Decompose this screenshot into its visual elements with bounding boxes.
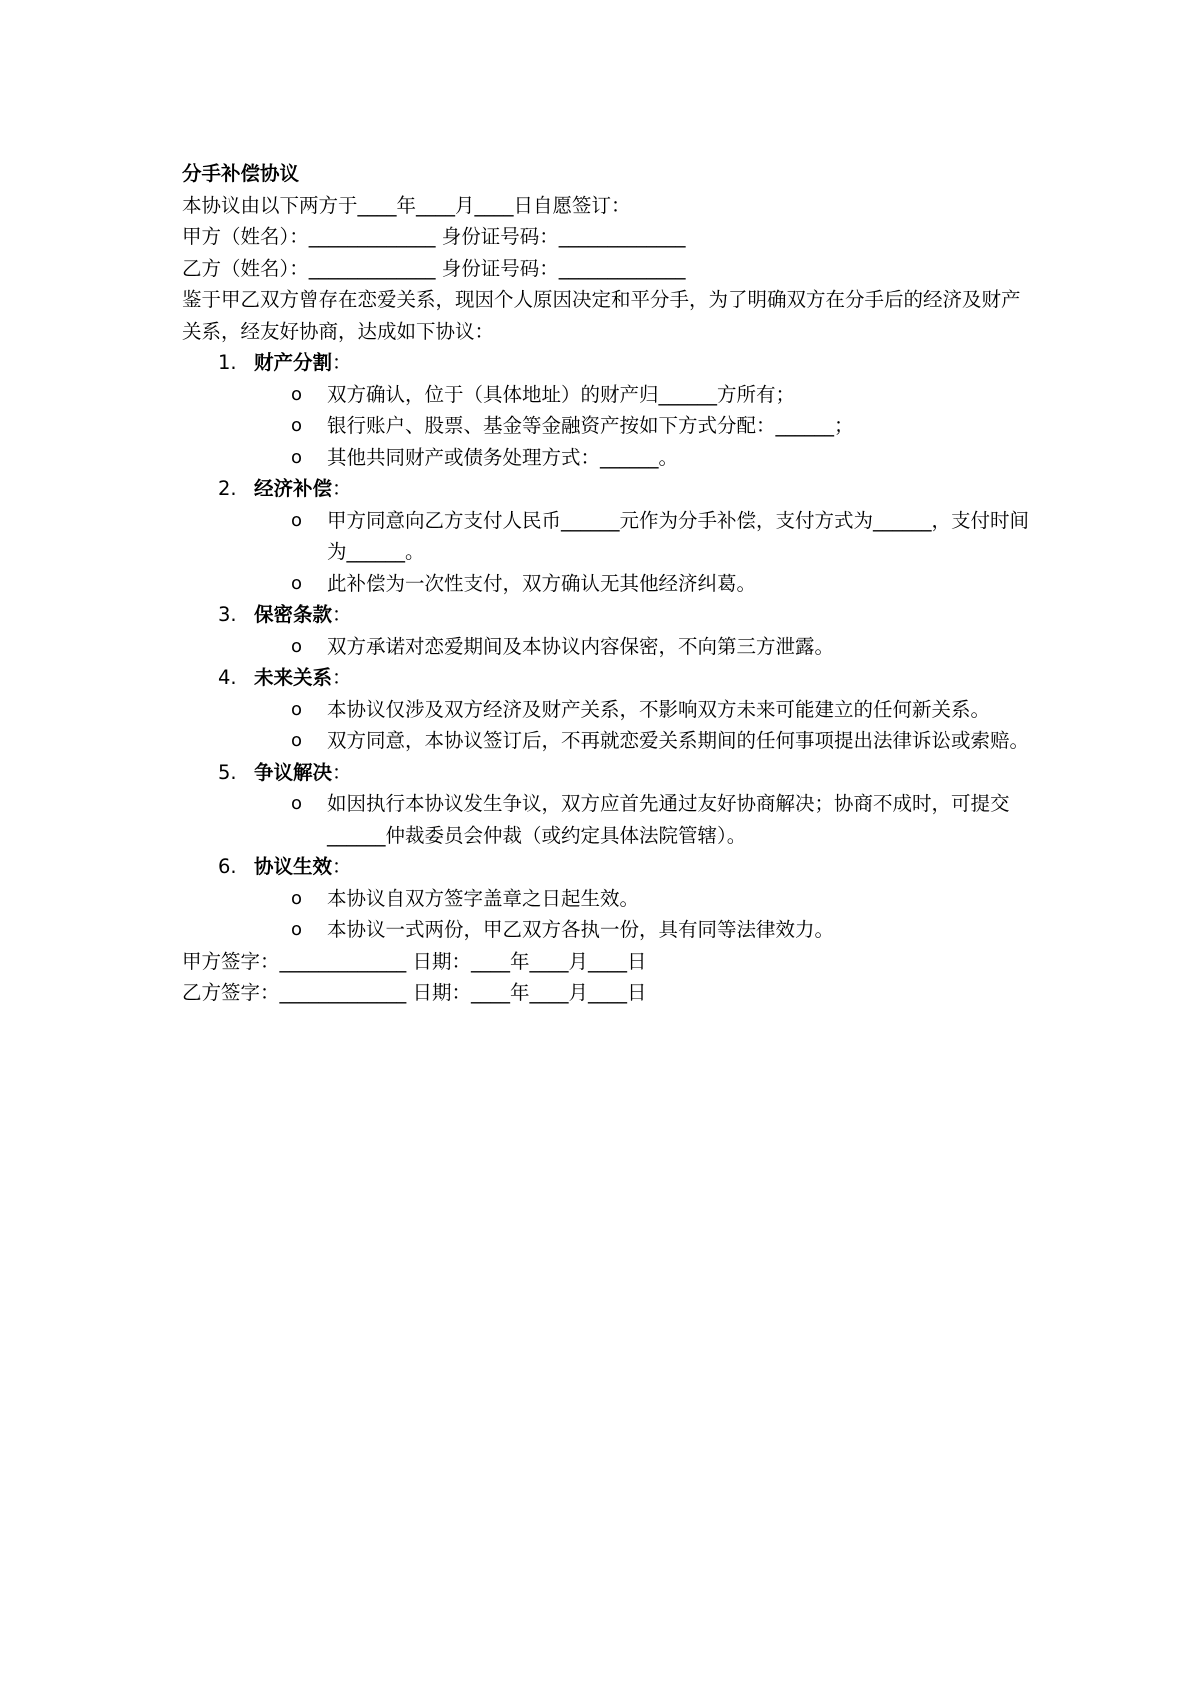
section-confidentiality bbox=[182, 599, 1032, 662]
section-colon: ： bbox=[332, 855, 352, 878]
section-effectiveness bbox=[182, 851, 1032, 946]
bullet-icon: o bbox=[291, 446, 303, 468]
list-item bbox=[182, 914, 1032, 946]
list-item-text: 本协议一式两份，甲乙双方各执一份，具有同等法律效力。 bbox=[327, 918, 835, 941]
bullet-icon: o bbox=[291, 415, 303, 436]
list-item bbox=[182, 694, 1032, 726]
section-colon: ： bbox=[332, 603, 352, 626]
bullet-icon: o bbox=[291, 887, 303, 909]
list-item-text: 其他共同财产或债务处理方式：______。 bbox=[327, 445, 679, 469]
section-number: 1. bbox=[218, 351, 237, 374]
bullet-icon: o bbox=[291, 635, 303, 657]
document-page bbox=[182, 158, 1032, 1009]
list-item-text: 本协议自双方签字盖章之日起生效。 bbox=[327, 886, 640, 910]
section-colon: ： bbox=[332, 760, 352, 784]
list-item bbox=[182, 568, 1032, 600]
list-item-text: 银行账户、股票、基金等金融资产按如下方式分配：______； bbox=[327, 414, 854, 437]
sections-list bbox=[182, 347, 1032, 946]
section-number: 2. bbox=[218, 477, 237, 500]
list-item bbox=[182, 410, 1032, 442]
section-property-division bbox=[182, 347, 1032, 473]
list-item bbox=[182, 725, 1032, 757]
bullet-icon: o bbox=[291, 509, 303, 531]
section-colon: ： bbox=[332, 666, 352, 689]
section-colon: ： bbox=[332, 477, 352, 500]
section-compensation bbox=[182, 473, 1032, 599]
document-title: 分手补偿协议 bbox=[182, 162, 300, 185]
section-heading: 经济补偿 bbox=[254, 477, 333, 500]
section-number: 6. bbox=[218, 855, 237, 878]
bullet-icon: o bbox=[291, 919, 303, 940]
list-item-text: 本协议仅涉及双方经济及财产关系，不影响双方未来可能建立的任何新关系。 bbox=[327, 697, 991, 721]
list-item-text: 如因执行本协议发生争议，双方应首先通过友好协商解决；协商不成时，可提交______仲裁委员会仲裁（或约定具体法院管辖）。 bbox=[327, 792, 1010, 847]
section-colon: ： bbox=[332, 351, 352, 374]
list-item-text: 此补偿为一次性支付，双方确认无其他经济纠葛。 bbox=[327, 571, 757, 595]
intro-line: 本协议由以下两方于____年____月____日自愿签订： bbox=[182, 193, 631, 217]
section-heading: 协议生效 bbox=[254, 855, 333, 878]
list-item-text: 双方确认，位于（具体地址）的财产归______方所有； bbox=[327, 382, 796, 406]
section-number: 3. bbox=[218, 603, 237, 626]
list-item-text: 双方承诺对恋爱期间及本协议内容保密，不向第三方泄露。 bbox=[327, 634, 835, 658]
bullet-icon: o bbox=[291, 730, 303, 751]
preamble-paragraph: 鉴于甲乙双方曾存在恋爱关系，现因个人原因决定和平分手，为了明确双方在分手后的经济及财产关系，经友好协商，达成如下协议： bbox=[182, 288, 1021, 343]
signature-b-line: 乙方签字：_____________ 日期：____年____月____日 bbox=[182, 981, 647, 1004]
section-heading: 财产分割 bbox=[254, 351, 333, 374]
section-dispute-resolution bbox=[182, 757, 1032, 852]
list-item bbox=[182, 788, 1032, 851]
list-item bbox=[182, 442, 1032, 474]
list-item bbox=[182, 505, 1032, 568]
list-item bbox=[182, 379, 1032, 411]
section-heading: 未来关系 bbox=[254, 666, 333, 689]
section-heading: 争议解决 bbox=[254, 760, 333, 784]
party-b-line: 乙方（姓名）：_____________ 身份证号码：_____________ bbox=[182, 256, 686, 280]
list-item bbox=[182, 631, 1032, 663]
signature-a-line: 甲方签字：_____________ 日期：____年____月____日 bbox=[182, 949, 647, 973]
list-item bbox=[182, 883, 1032, 915]
bullet-icon: o bbox=[291, 793, 303, 814]
bullet-icon: o bbox=[291, 572, 303, 594]
list-item-text: 双方同意，本协议签订后，不再就恋爱关系期间的任何事项提出法律诉讼或索赔。 bbox=[327, 729, 1030, 752]
party-a-line: 甲方（姓名）：_____________ 身份证号码：_____________ bbox=[182, 225, 686, 248]
section-number: 4. bbox=[218, 666, 237, 689]
bullet-icon: o bbox=[291, 383, 303, 405]
section-number: 5. bbox=[218, 760, 237, 784]
list-item-text: 甲方同意向乙方支付人民币______元作为分手补偿，支付方式为______，支付时间为______。 bbox=[327, 508, 1030, 563]
bullet-icon: o bbox=[291, 698, 303, 720]
section-future-relations bbox=[182, 662, 1032, 757]
section-heading: 保密条款 bbox=[254, 603, 333, 626]
